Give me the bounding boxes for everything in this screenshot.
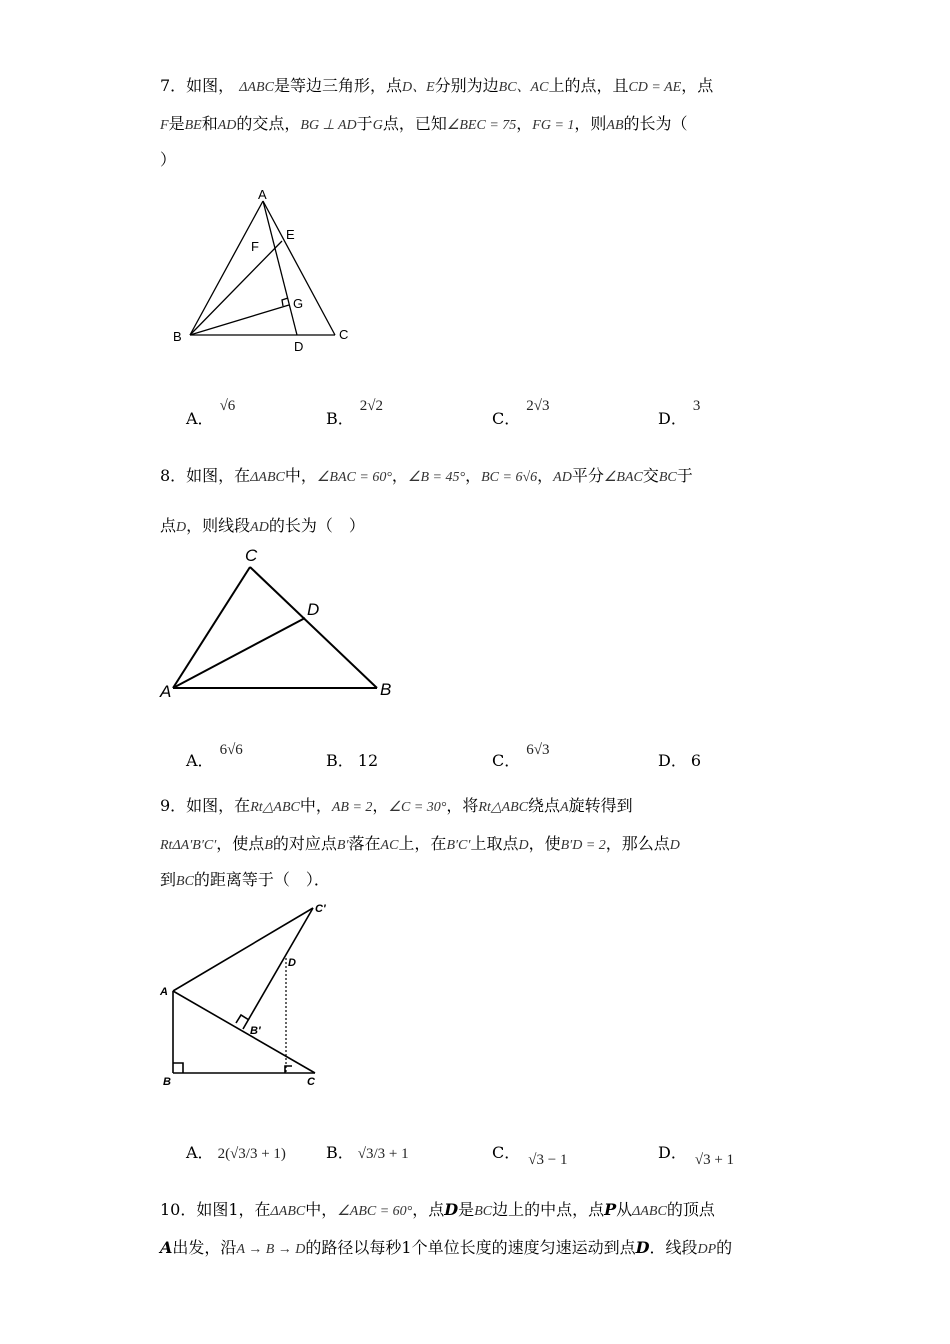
q7-option-d[interactable]: D．3 (658, 398, 701, 428)
math: D、E (401, 80, 435, 95)
q8-option-a[interactable]: A．6√6 (186, 742, 243, 770)
q8-figure (155, 545, 405, 705)
math: BC = 6√6 (481, 470, 538, 485)
label-a: A (258, 187, 267, 202)
math: AB = 2 (331, 800, 373, 815)
seg-ac (173, 991, 315, 1073)
label-b-prime: B′ (250, 1025, 261, 1037)
math: FG = 1 (532, 118, 575, 133)
q7-figure (165, 185, 365, 355)
math: A (560, 800, 569, 815)
math: B′ (336, 838, 349, 853)
math: BG ⊥ AD (300, 118, 357, 133)
seg-ab (190, 201, 263, 335)
math: DP (697, 1242, 717, 1257)
label-d: D (294, 339, 304, 354)
q9-line-3: 到BC的距离等于（ ）． (160, 870, 330, 889)
q9-option-c[interactable]: C． √3 − 1 (492, 1143, 568, 1168)
math: ΔABC (270, 1204, 306, 1219)
math: ∠BAC = 60° (316, 470, 392, 485)
math: ΔABC (632, 1204, 667, 1219)
math: AD (217, 118, 237, 133)
math: B (264, 838, 273, 853)
math: BE (184, 118, 202, 133)
math: G (372, 118, 383, 133)
q7-line-1: 7．如图， ΔABC是等边三角形，点D、E分别为边BC、AC上的点，且CD = AE，点 (160, 76, 714, 95)
q7-line-2: F是BE和AD的交点，BG ⊥ AD于G点，已知∠BEC = 75，FG = 1，则AB的长为（ (160, 114, 688, 133)
q7-option-a[interactable]: A．√6 (186, 398, 236, 428)
seg-ac (263, 201, 335, 335)
math: CD = AE (628, 80, 682, 95)
math: AB (606, 118, 624, 133)
seg-ac-prime (173, 908, 313, 991)
label-a: A (160, 986, 168, 998)
seg-ac (173, 567, 250, 688)
q9-option-a[interactable]: A． 2(√3/3 + 1) (186, 1143, 286, 1162)
math: BC (176, 874, 194, 889)
math: ∠C = 30° (388, 800, 447, 815)
math: D (518, 838, 529, 853)
q7-line-3: ） (160, 150, 177, 169)
label-g: G (293, 296, 304, 311)
math: BC (658, 470, 677, 485)
label-f: F (251, 239, 259, 254)
math: F (160, 118, 169, 133)
q8-line-2: 点D，则线段AD的长为（ ） (160, 516, 365, 535)
label-a: A (160, 682, 172, 701)
q10-line-2: A出发，沿A → B → D的路径以每秒1个单位长度的速度匀速运动到点D．线段DP的 (160, 1238, 733, 1257)
right-angle-mark (282, 298, 288, 306)
seg-ad (263, 201, 297, 335)
math: ∠BEC = 75 (446, 118, 517, 133)
math: AD (250, 520, 269, 535)
math: D (669, 838, 680, 853)
q8-option-b[interactable]: B． 12 (326, 751, 379, 770)
math: B′D = 2 (560, 838, 606, 853)
math: Rt△ABC (250, 800, 300, 815)
math: ΔABC (239, 80, 274, 95)
right-angle-b (173, 1063, 183, 1073)
seg-ad (173, 618, 305, 688)
q8-line-1: 8．如图，在ΔABC中，∠BAC = 60°，∠B = 45°，BC = 6√6，AD平分∠BAC交BC于 (160, 466, 693, 485)
q7-option-b[interactable]: B．2√2 (326, 398, 383, 428)
q9-option-d[interactable]: D． √3 + 1 (658, 1143, 735, 1168)
label-d: D (288, 957, 296, 969)
math: ∠ABC = 60° (337, 1204, 413, 1219)
q10-line-1: 10．如图1，在ΔABC中，∠ABC = 60°，点D是BC边上的中点，点P从ΔABC的顶点 (160, 1200, 715, 1219)
math: BC、AC (498, 80, 549, 95)
math: B′C′ (446, 838, 471, 853)
label-c: C (339, 327, 349, 342)
label-b: B (380, 680, 392, 699)
q9-figure (155, 898, 355, 1093)
math: ΔABC (250, 470, 285, 485)
q7-option-c[interactable]: C．2√3 (492, 398, 550, 428)
seg-b-prime-c-prime (243, 908, 313, 1029)
math: AD (553, 470, 572, 485)
math: ∠BAC (603, 470, 643, 485)
q9-option-b[interactable]: B． √3/3 + 1 (326, 1143, 409, 1162)
q8-option-d[interactable]: D． 6 (658, 751, 702, 770)
q9-line-1: 9．如图，在Rt△ABC中，AB = 2，∠C = 30°，将Rt△ABC绕点A旋转得到 (160, 796, 633, 815)
label-b: B (163, 1076, 171, 1088)
math: RtΔA′B′C′ (160, 838, 217, 853)
label-d: D (307, 600, 320, 619)
label-b: B (173, 329, 182, 344)
math: Rt△ABC (478, 800, 529, 815)
q9-line-2: RtΔA′B′C′，使点B的对应点B′落在AC上，在B′C′上取点D，使B′D = 2，那么点D (160, 834, 680, 853)
label-c-prime: C′ (315, 903, 326, 915)
label-e: E (286, 227, 295, 242)
q8-option-c[interactable]: C．6√3 (492, 742, 550, 770)
label-c: C (245, 546, 258, 565)
math: AC (380, 838, 399, 853)
math: D (176, 520, 187, 535)
math: ∠B = 45° (407, 470, 466, 485)
label-c: C (307, 1076, 315, 1088)
seg-cb (250, 567, 377, 688)
math: A → B → D (236, 1242, 306, 1257)
math: BC (474, 1204, 493, 1219)
